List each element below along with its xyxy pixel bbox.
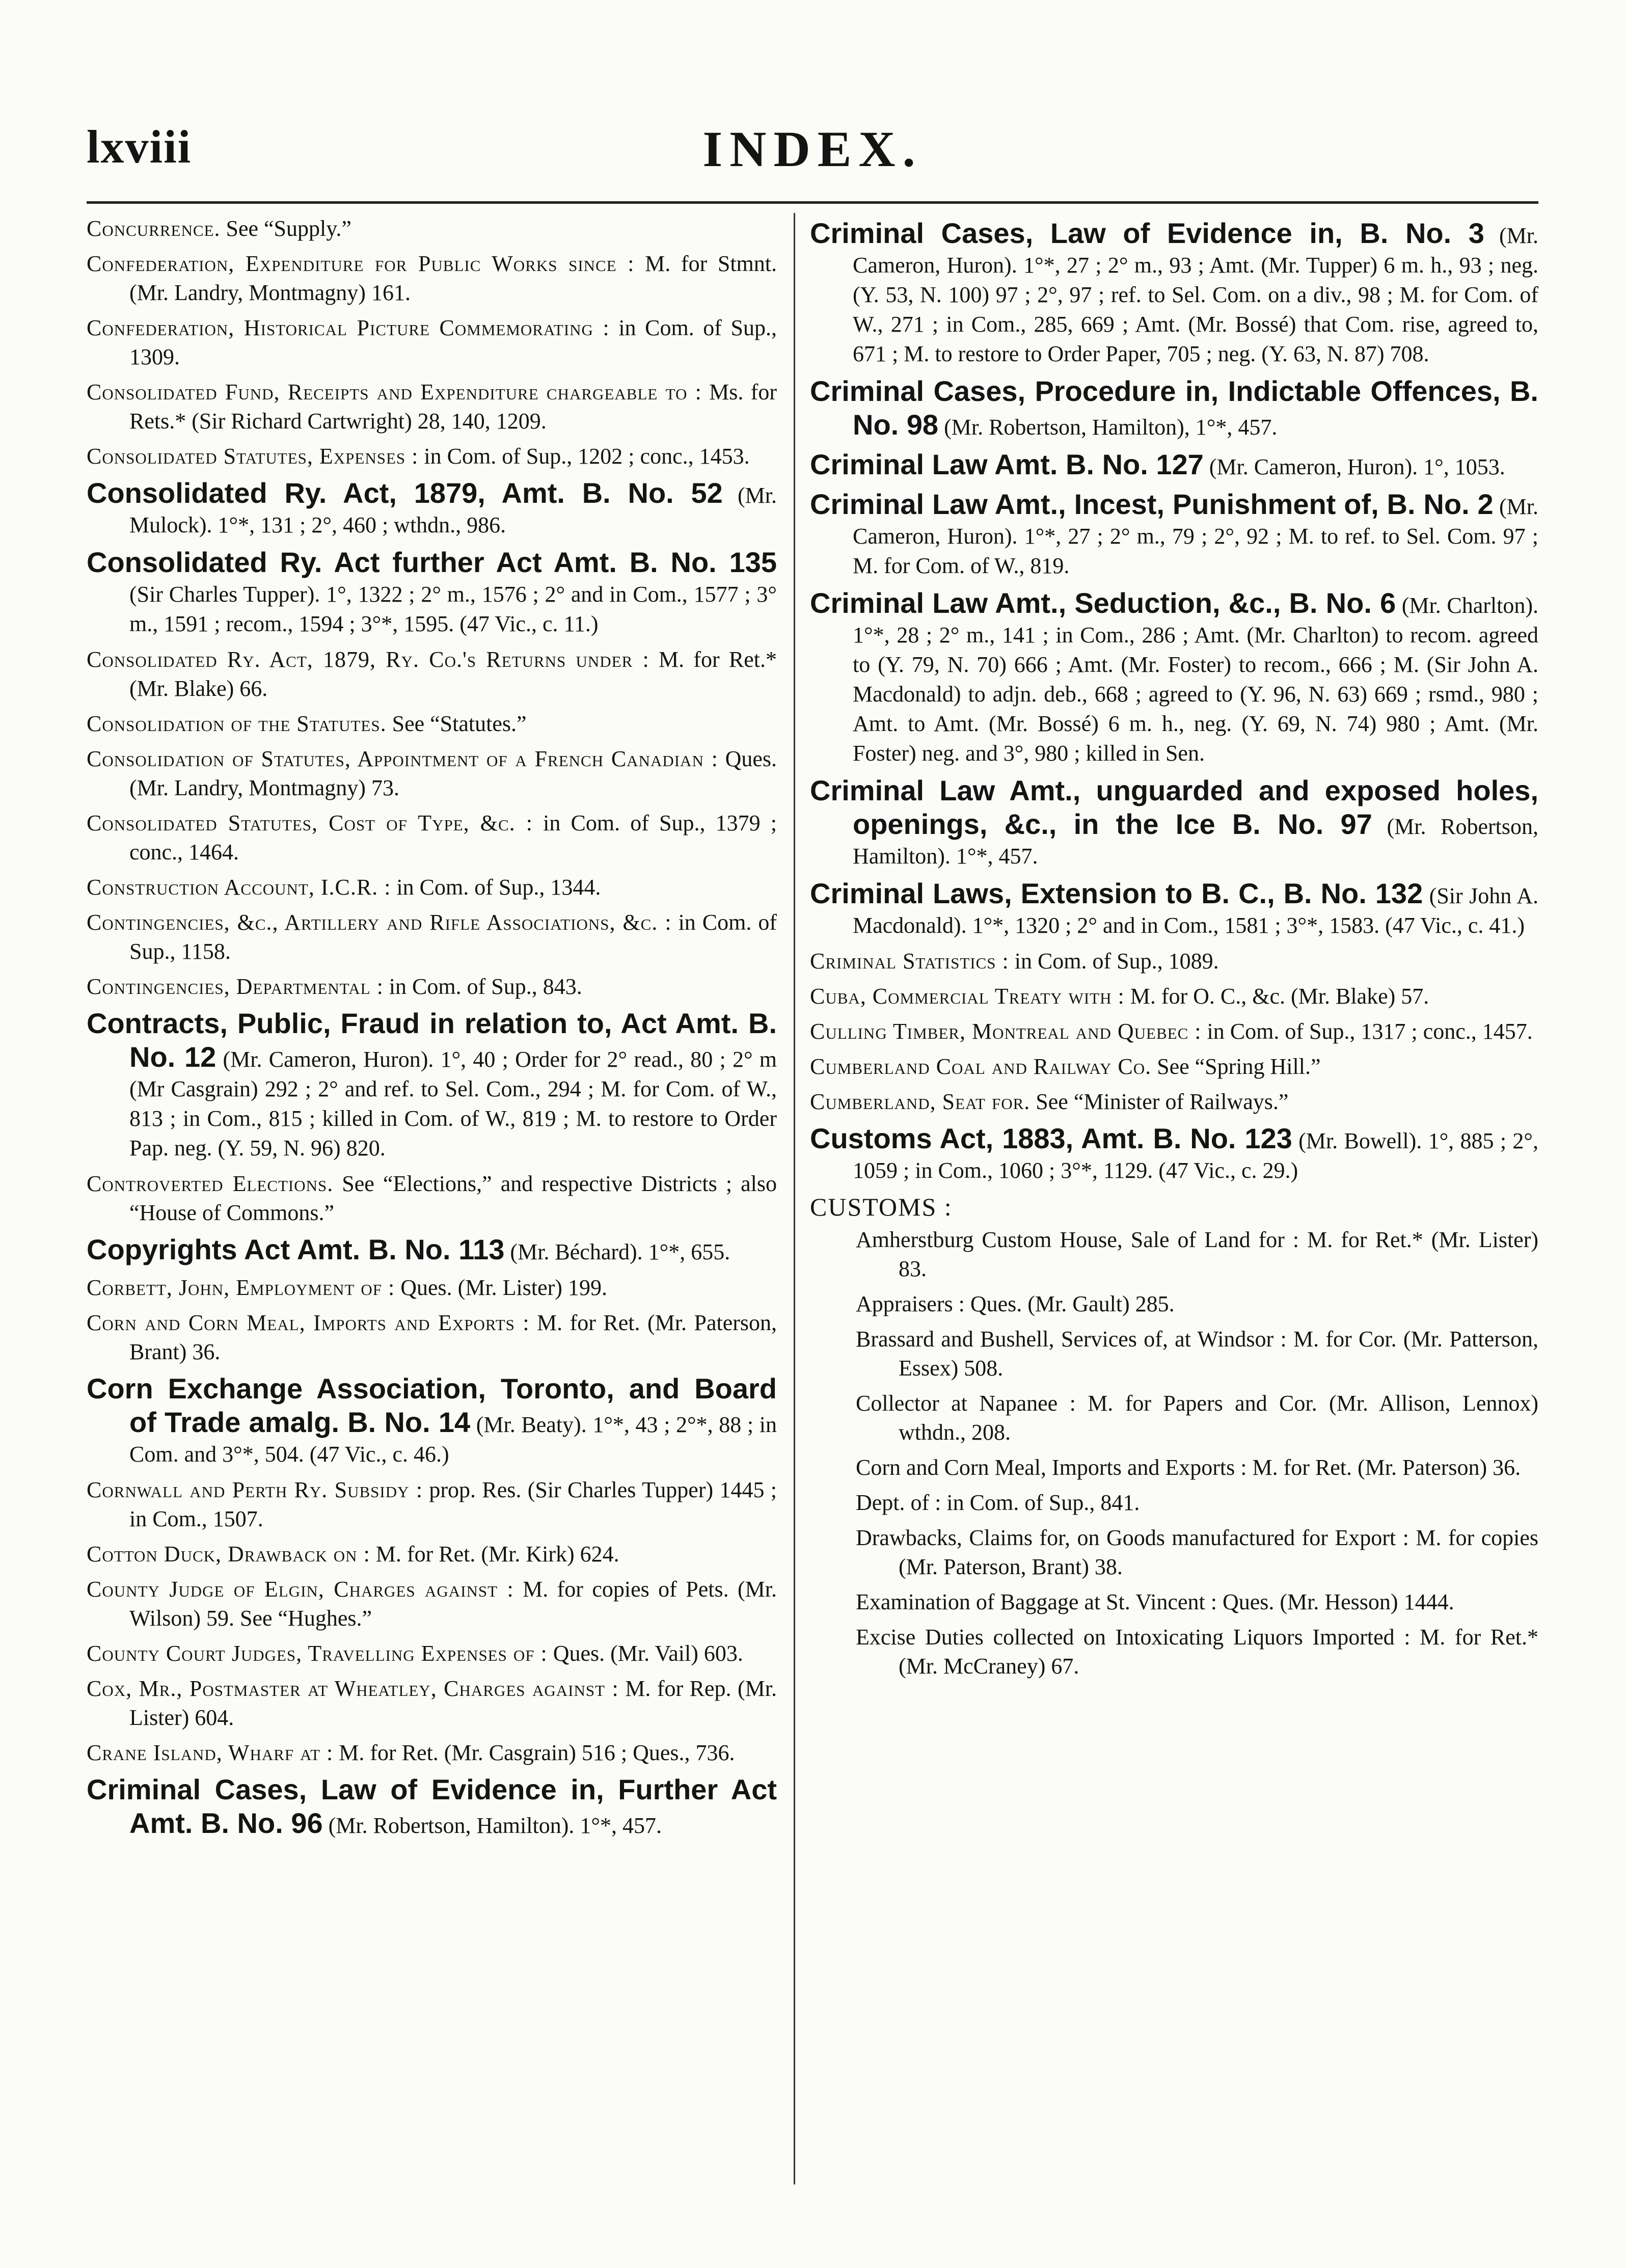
entry-heading: Cumberland, Seat for. — [810, 1089, 1031, 1114]
entry-references: See “Supply.” — [220, 216, 351, 241]
customs-subentry: Dept. of : in Com. of Sup., 841. — [856, 1490, 1140, 1515]
entry-heading: Criminal Cases, Law of Evidence in, Further Act Amt. B. No. 96 — [87, 1773, 777, 1839]
entry-heading: Criminal Law Amt., Seduction, &c., B. No. 6 — [810, 587, 1396, 619]
entry-heading: Contingencies, &c., Artillery and Rifle Associations, &c. : — [87, 910, 672, 935]
index-entry — [810, 1017, 1538, 1046]
index-entry — [87, 645, 777, 703]
index-entry — [87, 1540, 777, 1569]
entry-heading: Concurrence. — [87, 216, 221, 241]
index-entry — [87, 1372, 777, 1469]
index-entry — [87, 873, 777, 902]
index-entry — [87, 744, 777, 802]
entry-references: Ques. (Mr. Lister) 199. — [395, 1275, 607, 1300]
entry-references: M. for Ret. (Mr. Kirk) 624. — [370, 1542, 619, 1567]
index-entry — [810, 448, 1538, 482]
index-entry — [87, 1738, 777, 1767]
running-title: INDEX. — [702, 121, 923, 177]
index-entry — [87, 1308, 777, 1366]
index-entry — [87, 1233, 777, 1267]
index-entry — [87, 1475, 777, 1533]
entry-heading: Criminal Cases, Procedure in, Indictable Offences, B. No. 98 — [810, 375, 1538, 441]
entry-heading: Corn and Corn Meal, Imports and Exports : — [87, 1310, 530, 1335]
entry-references: (Mr. Cameron, Huron). 1°, 40 ; Order for 2° read., 80 ; 2° m (Mr Casgrain) 292 ; 2° and ref. to Sel. Com., 294 ; M. for Com. of W., 813 ; in Com., 815 ; killed in Com. of W., 819 ; M. to restore to Order Pap. neg. (Y. 59, N. 96) 820. — [129, 1047, 777, 1160]
entry-references: in Com. of Sup., 843. — [383, 974, 582, 999]
entry-references: Ms. for Rets.* (Sir Richard Cartwright) 28, 140, 1209. — [129, 380, 777, 434]
page-number: lxviii — [87, 121, 192, 173]
index-entry — [87, 249, 777, 307]
right-column — [810, 214, 1538, 1687]
header-rule — [87, 201, 1538, 204]
index-entry — [810, 947, 1538, 976]
index-entry — [87, 1773, 777, 1841]
index-entry — [87, 377, 777, 436]
index-entry — [87, 477, 777, 540]
index-entry — [810, 982, 1538, 1011]
entry-references: in Com. of Sup., 1158. — [129, 910, 777, 964]
entry-references: (Mr. Robertson, Hamilton). 1°*, 457. — [322, 1813, 662, 1838]
entry-heading: Contingencies, Departmental : — [87, 974, 384, 999]
customs-subentries — [810, 1225, 1538, 1681]
index-entry — [87, 442, 777, 471]
entry-references: (Mr. Charlton). 1°*, 28 ; 2° m., 141 ; in Com., 286 ; Amt. (Mr. Charlton) to recom. agreed to (Y. 79, N. 70) 666 ; Amt. (Mr. Foster) to recom., 666 ; M. (Sir John A. Macdonald) to adjn. deb., 668 ; agreed to (Y. 96, N. 63) 669 ; rsmd., 980 ; Amt. to Amt. (Mr. Bossé) 6 m. h., neg. (Y. 69, N. 74) 980 ; Amt. (Mr. Foster) neg. and 3°, 980 ; killed in Sen. — [853, 593, 1538, 766]
entry-heading: Copyrights Act Amt. B. No. 113 — [87, 1233, 505, 1265]
index-entry — [87, 214, 777, 243]
entry-heading: Cox, Mr., Postmaster at Wheatley, Charges against : — [87, 1676, 619, 1701]
entry-references: prop. Res. (Sir Charles Tupper) 1445 ; in Com., 1507. — [129, 1477, 777, 1531]
entry-references: See “Minister of Railways.” — [1030, 1089, 1289, 1114]
entry-heading: County Court Judges, Travelling Expenses of : — [87, 1641, 548, 1666]
entry-references: M. for Stmnt. (Mr. Landry, Montmagny) 161. — [129, 251, 777, 305]
index-entry — [810, 1122, 1538, 1185]
entry-heading: Consolidated Statutes, Cost of Type, &c. : — [87, 811, 533, 835]
entry-references: (Mr. Bowell). 1°, 885 ; 2°, 1059 ; in Com., 1060 ; 3°*, 1129. (47 Vic., c. 29.) — [853, 1128, 1538, 1183]
entry-references: in Com. of Sup., 1309. — [129, 315, 777, 369]
index-entry — [87, 1575, 777, 1633]
entry-references: in Com. of Sup., 1202 ; conc., 1453. — [418, 444, 750, 469]
column-divider — [794, 213, 795, 2184]
index-entry — [87, 1639, 777, 1668]
entry-references: in Com. of Sup., 1089. — [1009, 949, 1219, 974]
index-entry — [810, 1087, 1538, 1116]
entry-references: in Com. of Sup., 1317 ; conc., 1457. — [1201, 1019, 1533, 1044]
entry-references: M. for O. C., &c. (Mr. Blake) 57. — [1124, 984, 1429, 1009]
entry-references: (Mr. Cameron, Huron). 1°*, 27 ; 2° m., 79 ; 2°, 92 ; M. to ref. to Sel. Com. 97 ; M. for Com. of W., 819. — [853, 494, 1538, 578]
customs-subentry: Examination of Baggage at St. Vincent : Ques. (Mr. Hesson) 1444. — [856, 1589, 1454, 1614]
entry-references: (Mr. Cameron, Huron). 1°, 1053. — [1203, 454, 1505, 479]
index-entry — [810, 488, 1538, 581]
entry-heading: Contracts, Public, Fraud in relation to, Act Amt. B. No. 12 — [87, 1007, 777, 1073]
index-entry — [810, 774, 1538, 871]
entry-references: M. for copies of Pets. (Mr. Wilson) 59. See “Hughes.” — [129, 1577, 777, 1631]
customs-heading: CUSTOMS : — [810, 1193, 953, 1221]
index-entry — [810, 877, 1538, 940]
index-entry — [810, 217, 1538, 369]
index-entry — [87, 546, 777, 639]
entry-references: See “Elections,” and respective Districts ; also “House of Commons.” — [129, 1171, 777, 1225]
entry-heading: Consolidated Ry. Act, 1879, Amt. B. No. 52 — [87, 477, 723, 509]
customs-subentry: Amherstburg Custom House, Sale of Land for : M. for Ret.* (Mr. Lister) 83. — [856, 1227, 1538, 1281]
customs-subentry: Drawbacks, Claims for, on Goods manufactured for Export : M. for copies (Mr. Paterson, Brant) 38. — [856, 1525, 1538, 1579]
customs-subentry: Corn and Corn Meal, Imports and Exports : M. for Ret. (Mr. Paterson) 36. — [856, 1455, 1521, 1480]
index-entry — [810, 1052, 1538, 1081]
customs-subentry: Brassard and Bushell, Services of, at Windsor : M. for Cor. (Mr. Patterson, Essex) 508. — [856, 1327, 1538, 1381]
index-entry — [87, 908, 777, 966]
entry-heading: Cotton Duck, Drawback on : — [87, 1542, 370, 1567]
entry-heading: Consolidation of the Statutes. — [87, 711, 387, 736]
entry-heading: Controverted Elections. — [87, 1171, 334, 1196]
entry-heading: Crane Island, Wharf at : — [87, 1740, 334, 1765]
entry-heading: Customs Act, 1883, Amt. B. No. 123 — [810, 1122, 1292, 1154]
entry-references: Ques. (Mr. Landry, Montmagny) 73. — [129, 746, 777, 800]
entry-heading: Culling Timber, Montreal and Quebec : — [810, 1019, 1202, 1044]
entry-heading: Cornwall and Perth Ry. Subsidy : — [87, 1477, 423, 1502]
customs-subentry: Excise Duties collected on Intoxicating Liquors Imported : M. for Ret.* (Mr. McCraney) 67. — [856, 1625, 1538, 1679]
entry-heading: Criminal Statistics : — [810, 949, 1009, 974]
entry-references: (Mr. Robertson, Hamilton), 1°*, 457. — [938, 415, 1278, 440]
index-entry — [87, 1007, 777, 1163]
page-header — [87, 110, 1538, 186]
entry-heading: Corn Exchange Association, Toronto, and Board of Trade amalg. B. No. 14 — [87, 1372, 777, 1438]
entry-references: in Com. of Sup., 1344. — [391, 875, 601, 900]
entry-references: (Mr. Cameron, Huron). 1°*, 27 ; 2° m., 93 ; Amt. (Mr. Tupper) 6 m. h., 93 ; neg. (Y. 53, N. 100) 97 ; 2°, 97 ; ref. to Sel. Com. on a div., 98 ; M. for Com. of W., 271 ; in Com., 285, 669 ; Amt. (Mr. Bossé) that Com. rise, agreed to, 671 ; M. to restore to Order Paper, 705 ; neg. (Y. 63, N. 87) 708. — [853, 223, 1538, 366]
customs-subentry: Collector at Napanee : M. for Papers and Cor. (Mr. Allison, Lennox) wthdn., 208. — [856, 1391, 1538, 1445]
left-column — [87, 214, 777, 1847]
entry-heading: Criminal Laws, Extension to B. C., B. No. 132 — [810, 877, 1423, 909]
entry-references: in Com. of Sup., 1379 ; conc., 1464. — [129, 811, 777, 865]
entry-heading: Criminal Law Amt. B. No. 127 — [810, 448, 1204, 480]
entry-heading: Cuba, Commercial Treaty with : — [810, 984, 1125, 1009]
index-entry — [810, 587, 1538, 768]
index-entry — [87, 709, 777, 738]
entry-heading: Consolidated Fund, Receipts and Expenditure chargeable to : — [87, 380, 702, 404]
entry-references: M. for Ret.* (Mr. Blake) 66. — [129, 647, 777, 701]
customs-subentry: Appraisers : Ques. (Mr. Gault) 285. — [856, 1291, 1175, 1316]
entry-references: (Mr. Beaty). 1°*, 43 ; 2°*, 88 ; in Com. and 3°*, 504. (47 Vic., c. 46.) — [129, 1412, 777, 1467]
entry-references: (Mr. Robertson, Hamilton). 1°*, 457. — [853, 814, 1538, 869]
entry-heading: Criminal Cases, Law of Evidence in, B. No. 3 — [810, 217, 1484, 249]
entry-references: (Mr. Mulock). 1°*, 131 ; 2°, 460 ; wthdn., 986. — [129, 483, 777, 537]
entry-heading: Criminal Law Amt., Incest, Punishment of, B. No. 2 — [810, 488, 1494, 520]
entry-references: M. for Ret. (Mr. Casgrain) 516 ; Ques., 736. — [333, 1740, 735, 1765]
index-entry — [87, 972, 777, 1001]
index-entry — [87, 1169, 777, 1227]
entry-references: (Mr. Béchard). 1°*, 655. — [504, 1239, 730, 1264]
index-entry — [87, 1273, 777, 1302]
right-column-entries — [810, 217, 1538, 1185]
entry-references: See “Statutes.” — [386, 711, 527, 736]
entry-references: (Sir Charles Tupper). 1°, 1322 ; 2° m., 1576 ; 2° and in Com., 1577 ; 3° m., 1591 ; recom., 1594 ; 3°*, 1595. (47 Vic., c. 11.) — [129, 582, 777, 636]
entry-references: M. for Rep. (Mr. Lister) 604. — [129, 1676, 777, 1730]
entry-heading: Corbett, John, Employment of : — [87, 1275, 395, 1300]
index-entry — [87, 1674, 777, 1732]
entry-heading: Cumberland Coal and Railway Co. — [810, 1054, 1152, 1079]
entry-heading: Consolidated Ry. Act further Act Amt. B. No. 135 — [87, 546, 777, 578]
entry-heading: Consolidation of Statutes, Appointment of a French Canadian : — [87, 746, 718, 771]
index-entry — [87, 808, 777, 867]
entry-heading: Criminal Law Amt., unguarded and exposed holes, openings, &c., in the Ice B. No. 97 — [810, 774, 1538, 840]
entry-references: (Sir John A. Macdonald). 1°*, 1320 ; 2° and in Com., 1581 ; 3°*, 1583. (47 Vic., c. 41.) — [853, 883, 1538, 938]
entry-heading: Confederation, Historical Picture Commemorating : — [87, 315, 610, 340]
entry-references: See “Spring Hill.” — [1151, 1054, 1321, 1079]
entry-heading: Construction Account, I.C.R. : — [87, 875, 391, 900]
entry-heading: Consolidated Statutes, Expenses : — [87, 444, 419, 469]
index-entry — [87, 313, 777, 371]
entry-heading: Confederation, Expenditure for Public Works since : — [87, 251, 635, 276]
entry-heading: Consolidated Ry. Act, 1879, Ry. Co.'s Returns under : — [87, 647, 649, 672]
entry-references: Ques. (Mr. Vail) 603. — [547, 1641, 743, 1666]
index-entry — [810, 375, 1538, 442]
entry-references: M. for Ret. (Mr. Paterson, Brant) 36. — [129, 1310, 777, 1364]
entry-heading: County Judge of Elgin, Charges against : — [87, 1577, 514, 1602]
